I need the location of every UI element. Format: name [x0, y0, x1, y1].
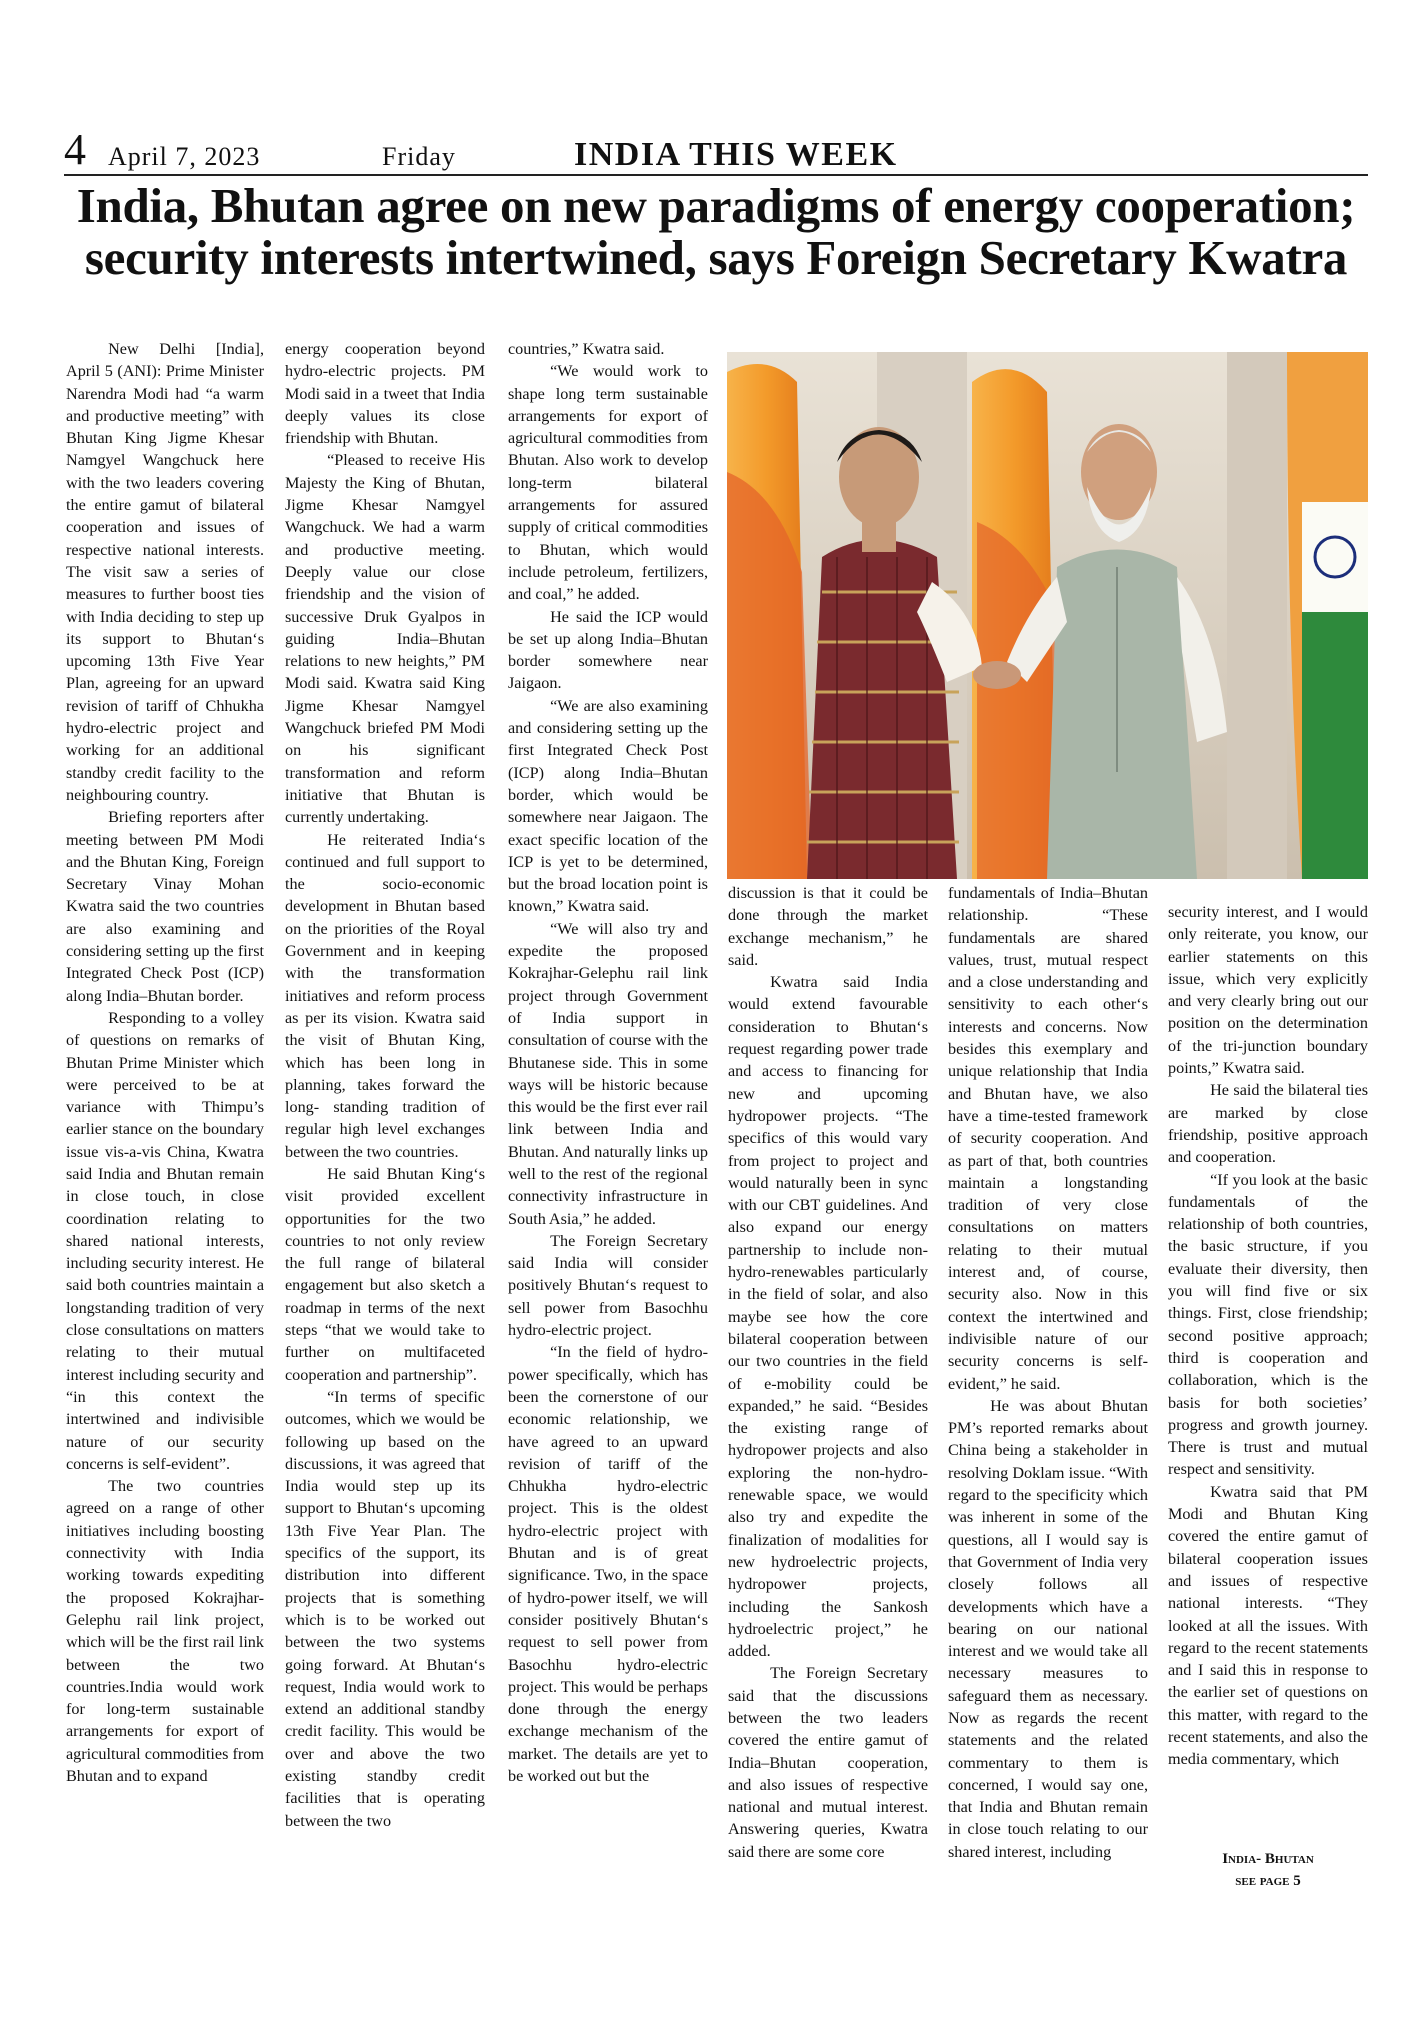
article-paragraph: “In the field of hydro-power specifically, which has been the cornerstone of our economic relationship, we have agreed to an upward revision of tariff of the Chhukha hydro-electric project. This is the oldest hydro-electric project with Bhutan and is of great significance. Two, in the space of hydro-power itself, we will consider positively Bhutan‘s request to sell power from Basochhu hydro-electric project. This would be perhaps done through the energy exchange mechanism of the market. The details are yet to be worked out but the: [508, 1343, 708, 1785]
article-headline: India, Bhutan agree on new paradigms of energy cooperation; security interests intertwined, says Foreign Secretary Kwatra: [76, 178, 1356, 285]
article-paragraph: “We are also examining and considering setting up the first Integrated Check Post (ICP) along India–Bhutan border, which would be somewhere near Jaigaon. The exact specific location of the ICP is yet to be determined, but the broad location point is known,” Kwatra said.: [508, 696, 708, 916]
article-paragraph: The Foreign Secretary said India will consider positively Bhutan‘s request to sell power from Basochhu hydro-electric project.: [508, 1231, 708, 1340]
article-paragraph: He said the ICP would be set up along India–Bhutan border somewhere near Jaigaon.: [508, 607, 708, 693]
article-column-3: [508, 338, 708, 1787]
article-column-5: [948, 882, 1148, 1863]
article-paragraph: discussion is that it could be done through the market exchange mechanism,” he said.: [728, 884, 928, 969]
article-paragraph: New Delhi [India], April 5 (ANI): Prime Minister Narendra Modi had “a warm and productive meeting” with Bhutan King Jigme Khesar Namgyel Wangchuck here with the two leaders covering the entire gamut of bilateral cooperation and issues of respective national interests. The visit saw a series of measures to further boost ties with India deciding to step up its support to Bhutan‘s upcoming 13th Five Year Plan, agreeing for an upward revision of tariff of Chhukha hydro-electric project and working for an additional standby credit facility to the neighbouring country.: [66, 340, 264, 804]
article-paragraph: The two countries agreed on a range of other initiatives including boosting connectivity with India working towards expediting the proposed Kokrajhar-Gelephu rail link project, which will be the first rail link between the two countries.India would work for long-term sustainable arrangements for export of agricultural commodities from Bhutan and to expand: [66, 1477, 264, 1785]
jump-label: India- Bhutan: [1222, 1851, 1314, 1867]
article-paragraph: “In terms of specific outcomes, which we would be following up based on the discussions, it was agreed that India would step up its support to Bhutan‘s upcoming 13th Five Year Plan. The specifics of the support, its distribution into different projects that is something which is to be worked out between the two systems going forward. At Bhutan‘s request, India would work to extend an additional standby credit facility. This would be over and above the two existing standby credit facilities that is operating between the two: [285, 1387, 485, 1830]
issue-day: Friday: [382, 142, 456, 171]
masthead: [64, 125, 1368, 176]
photo-illustration: [727, 352, 1368, 879]
article-paragraph: Responding to a volley of questions on remarks of Bhutan Prime Minister which were perceived to be at variance with Thimpu’s earlier stance on the boundary issue vis-a-vis China, Kwatra said India and Bhutan remain in close touch, in close coordination relating to shared national interests, including security interest. He said both countries maintain a longstanding tradition of very close consultations on matters relating to their mutual interest including security and “in this context the intertwined and indivisible nature of our security concerns is self-evident”.: [66, 1008, 264, 1473]
article-paragraph: “Pleased to receive His Majesty the King of Bhutan, Jigme Khesar Namgyel Wangchuck. We had a warm and productive meeting. Deeply value our close friendship and the vision of successive Druk Gyalpos in guiding India–Bhutan relations to new heights,” PM Modi said. Kwatra said King Jigme Khesar Namgyel Wangchuck briefed PM Modi on his significant transformation and reform initiative that Bhutan is currently undertaking.: [285, 451, 485, 827]
article-paragraph: security interest, and I would only reiterate, you know, our earlier statements on this issue, which very explicitly and very clearly bring out our position on the determination of the tri-junction boundary points,” Kwatra said.: [1168, 903, 1368, 1078]
article-paragraph: “We would work to shape long term sustainable arrangements for export of agricultural commodities from Bhutan. Also work to develop long-term bilateral arrangements for assured supply of critical commodities to Bhutan, which would include petroleum, fertilizers, and coal,” he added.: [508, 362, 708, 604]
article-paragraph: He said the bilateral ties are marked by close friendship, positive approach and cooperation.: [1168, 1081, 1368, 1167]
page-number: 4: [64, 125, 86, 174]
jump-see-page: see page 5: [1235, 1873, 1301, 1889]
article-paragraph: fundamentals of India–Bhutan relationship. “These fundamentals are shared values, trust, mutual respect and a close understanding and sensitivity to each other‘s interests and concerns. Now besides this exemplary and unique relationship that India and Bhutan have, we also have a time-tested framework of security cooperation. And as part of that, both countries maintain a longstanding tradition of very close consultations on matters relating to their mutual interest and, of course, security also. Now in this context the intertwined and indivisible nature of our security concerns is self-evident,” he said.: [948, 884, 1148, 1393]
continuation-jump[interactable]: [1168, 1848, 1368, 1892]
article-paragraph: He reiterated India‘s continued and full support to the socio-economic development in Bhutan based on the priorities of the Royal Government and in keeping with the transformation initiatives and reform process as per its vision. Kwatra said the visit of Bhutan King, which has been long in planning, takes forward the long- standing tradition of regular high level exchanges between the two countries.: [285, 830, 485, 1161]
article-paragraph: Kwatra said that PM Modi and Bhutan King covered the entire gamut of bilateral cooperation issues and issues of respective national interests. “They looked at all the issues. With regard to the recent statements and I said this in response to the earlier set of questions on this matter, with regard to the recent statements, and also the media commentary, which: [1168, 1482, 1368, 1769]
article-paragraph: He said Bhutan King‘s visit provided excellent opportunities for the two countries to not only review the full range of bilateral engagement but also sketch a roadmap in terms of the next steps “that we would take to further on multifaceted cooperation and partnership”.: [285, 1164, 485, 1384]
article-paragraph: countries,” Kwatra said.: [508, 340, 665, 358]
article-column-2: [285, 338, 485, 1832]
article-paragraph: The Foreign Secretary said that the discussions between the two leaders covered the entire gamut of India–Bhutan cooperation, and also issues of respective national and mutual interest. Answering queries, Kwatra said there are some core: [728, 1664, 928, 1861]
article-column-6: [1168, 901, 1368, 1771]
article-paragraph: “If you look at the basic fundamentals of the relationship of both countries, the basic structure, if you evaluate their diversity, then you will find five or six things. First, close friendship; second positive approach; third is cooperation and collaboration, which is the basis for both societies’ progress and growth journey. There is trust and mutual respect and sensitivity.: [1168, 1170, 1368, 1479]
article-paragraph: “We will also try and expedite the proposed Kokrajhar-Gelephu rail link project through Government of India support in consultation of course with the Bhutanese side. This in some ways will be historic because this would be the first ever rail link between India and Bhutan. And naturally links up well to the rest of the regional connectivity infrastructure in South Asia,” he added.: [508, 919, 708, 1228]
article-column-1: [66, 338, 264, 1787]
article-column-4: [728, 882, 928, 1863]
issue-date: April 7, 2023: [108, 142, 261, 171]
article-paragraph: energy cooperation beyond hydro-electric projects. PM Modi said in a tweet that India deeply values its close friendship with Bhutan.: [285, 340, 485, 448]
article-paragraph: He was about Bhutan PM’s reported remarks about China being a stakeholder in resolving Doklam issue. “With regard to the specificity which was inherent in some of the questions, all I would say is that Government of India very closely follows all developments which have a bearing on our national interest and we would take all necessary measures to safeguard them as necessary. Now as regards the recent statements and the related commentary to them is concerned, I would say one, that India and Bhutan remain in close touch relating to our shared interest, including: [948, 1396, 1148, 1861]
publication-name: INDIA THIS WEEK: [574, 136, 898, 173]
article-photo: [727, 352, 1368, 879]
article-paragraph: Kwatra said India would extend favourable consideration to Bhutan‘s request regarding power trade and access to financing for new and upcoming hydropower projects. “The specifics of this would vary from project to project and would naturally been in sync with our CBT guidelines. And also expand our energy partnership to include non-hydro-renewables particularly in the field of solar, and also maybe see how the core bilateral cooperation between our two countries in the field of e-mobility could be expanded,” he said. “Besides the existing range of hydropower projects and also exploring the non-hydro-renewable space, we would also try and expedite the finalization of modalities for new hydroelectric projects, hydropower projects, including the Sankosh hydroelectric project,” he added.: [728, 973, 928, 1661]
article-paragraph: Briefing reporters after meeting between PM Modi and the Bhutan King, Foreign Secretary Vinay Mohan Kwatra said the two countries are also examining and considering setting up the first Integrated Check Post (ICP) along India–Bhutan border.: [66, 808, 264, 1005]
